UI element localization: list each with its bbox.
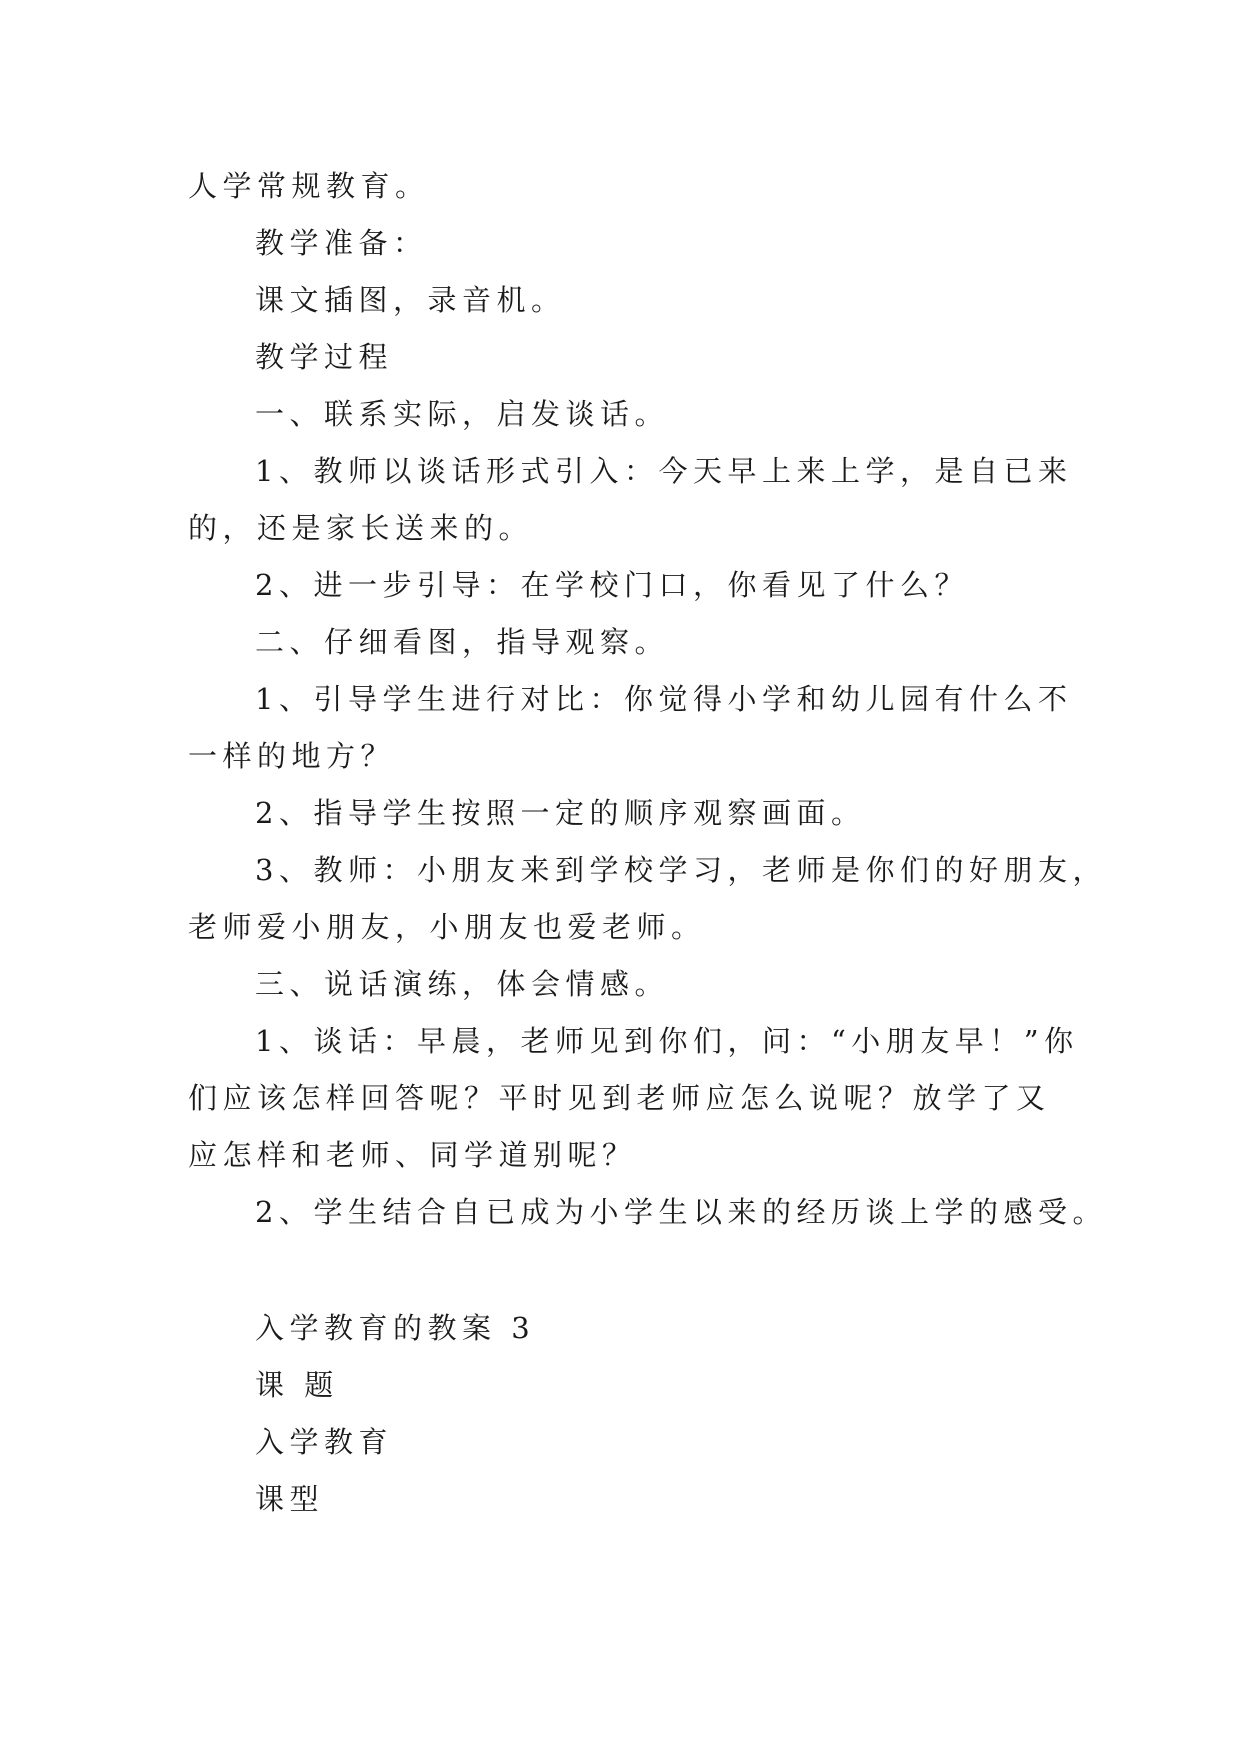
text-line: 2、进一步引导：在学校门口，你看见了什么？	[255, 568, 969, 602]
text-line: 3、教师：小朋友来到学校学习，老师是你们的好朋友，	[255, 853, 1107, 887]
text-line: 老师爱小朋友，小朋友也爱老师。	[188, 910, 706, 944]
text-line: 教学准备：	[255, 226, 428, 260]
text-line: 应怎样和老师、同学道别呢？	[188, 1138, 637, 1172]
text-line: 一样的地方？	[188, 739, 396, 773]
section-heading: 一、联系实际，启发谈话。	[255, 397, 670, 431]
text-line: 2、指导学生按照一定的顺序观察画面。	[255, 796, 866, 830]
section-heading: 教学过程	[255, 340, 394, 374]
section-heading: 二、仔细看图，指导观察。	[255, 625, 670, 659]
text-line: 们应该怎样回答呢？平时见到老师应怎么说呢？放学了又	[188, 1081, 1051, 1115]
text-line: 课文插图，录音机。	[255, 283, 566, 317]
text-line: 1、教师以谈话形式引入：今天早上来上学，是自已来	[255, 454, 1073, 488]
field-label: 课 题	[255, 1368, 339, 1402]
field-value: 入学教育	[255, 1425, 394, 1459]
field-label: 课型	[255, 1482, 325, 1516]
section-heading: 三、说话演练，体会情感。	[255, 967, 670, 1001]
text-line: 1、引导学生进行对比：你觉得小学和幼儿园有什么不	[255, 682, 1073, 716]
text-line: 1、谈话：早晨，老师见到你们，问：“小朋友早！”你	[255, 1024, 1079, 1058]
text-line: 2、学生结合自已成为小学生以来的经历谈上学的感受。	[255, 1195, 1107, 1229]
section-title: 入学教育的教案 3	[255, 1311, 536, 1345]
text-line: 的，还是家长送来的。	[188, 511, 534, 545]
text-line: 人学常规教育。	[188, 169, 430, 203]
